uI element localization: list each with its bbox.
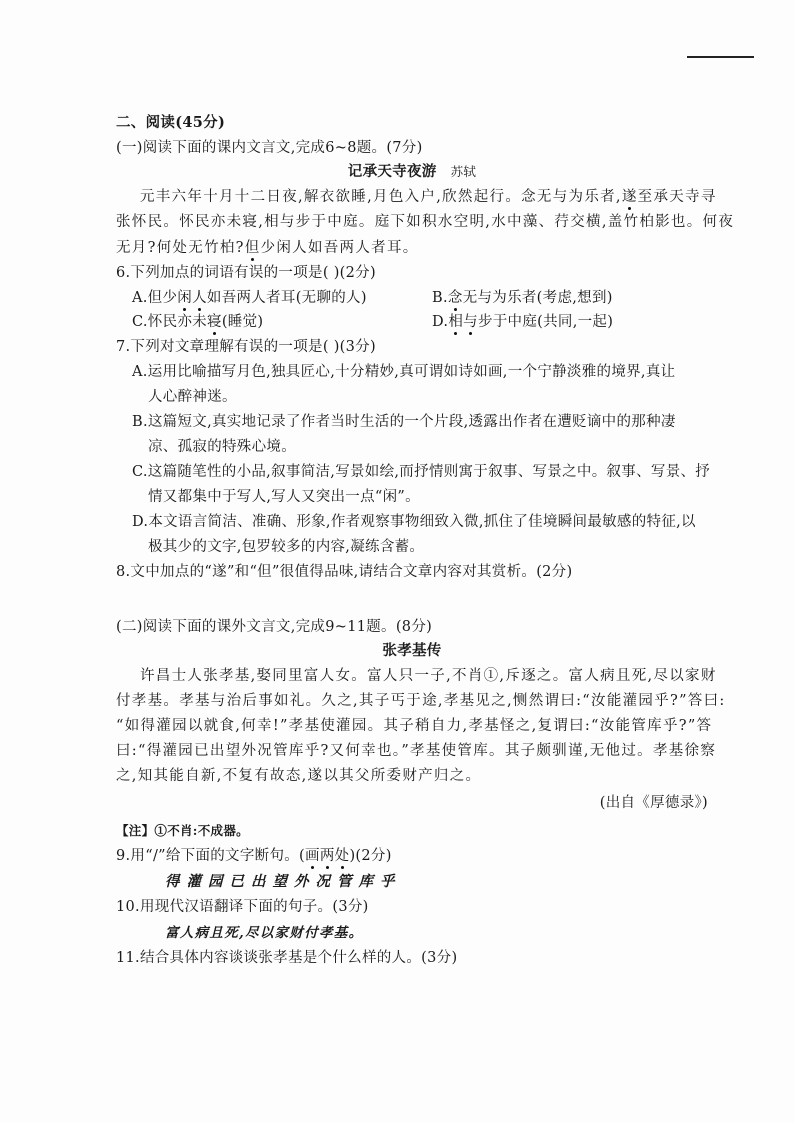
q7-option-b-line-2: 凉、孤寂的特殊心境。: [148, 439, 296, 455]
q6-options-row-1: [132, 288, 692, 308]
text: A.但少: [132, 290, 178, 306]
q11-stem: 11.结合具体内容谈谈张孝基是个什么样的人。(3分): [116, 950, 458, 966]
section-heading: 二、阅读(45分): [116, 114, 226, 131]
text: 少闲人如吾两人者耳。: [260, 240, 419, 256]
q6-stem: 6.下列加点的词语有误的一项是( )(2分): [116, 265, 376, 281]
text: B.: [432, 290, 448, 306]
passage1-line-2: 张怀民。怀民亦未寝,相与步于中庭。庭下如积水空明,水中藻、荇交横,盖竹柏影也。何夜: [116, 214, 735, 230]
passage2-title: 张孝基传: [382, 642, 442, 659]
text: 步于中庭(共同,一起): [477, 314, 614, 330]
q6-option-a: [132, 290, 367, 306]
q6-option-c: [132, 314, 263, 330]
q7-stem: 7.下列对文章理解有误的一项是( )(3分): [116, 339, 376, 355]
passage2-line-3: “如得灌园以就食,何幸!”孝基使灌园。其子稍自力,孝基怪之,复谓曰:“汝能管库乎?”答: [116, 718, 713, 734]
emphasized-char: 闲: [177, 290, 193, 306]
passage1-line-3: [116, 238, 708, 258]
passage1-title: [116, 162, 708, 182]
text: 如吾两人者耳(无聊的人): [206, 290, 367, 306]
emphasized-char: 遂: [621, 189, 638, 205]
passage1-line-1: [140, 187, 732, 207]
q9-stem: [116, 846, 708, 866]
q6-options-row-2: [132, 312, 692, 332]
part2-intro: (二)阅读下面的课外文言文,完成9~11题。(8分): [116, 619, 433, 635]
text: C.怀民亦未: [132, 314, 207, 330]
q7-option-a-line-2: 人心醉神迷。: [148, 389, 237, 405]
text: 至承天寺寻: [637, 189, 717, 205]
title-text: 记承天寺夜游: [347, 163, 437, 180]
text: 无与为乐者(考虑,想到): [462, 290, 613, 306]
text: 无月?何处无竹柏?: [116, 240, 245, 256]
text: 9.用“/”给下面的文字断句。(: [116, 848, 306, 864]
emphasized-char: 与: [463, 314, 478, 330]
passage2-line-4: 曰:“得灌园已出望外况管库乎?又何幸也。”孝基使管库。其子颇驯谨,无他过。孝基徐察: [116, 743, 717, 759]
q9-text: 得灌园已出望外况管库乎: [165, 873, 402, 890]
emphasized-char: 但: [244, 240, 261, 256]
emphasized-char: 处: [334, 848, 350, 864]
emphasized-char: 念: [447, 290, 463, 306]
part1-intro: (一)阅读下面的课内文言文,完成6~8题。(7分): [116, 140, 423, 156]
header-rule: [687, 56, 754, 58]
emphasized-char: 画: [305, 848, 320, 864]
emphasized-char: 人: [192, 290, 207, 306]
q7-option-c-line-1: C.这篇随笔性的小品,叙事简洁,写景如绘,而抒情则寓于叙事、写景之中。叙事、写景、抒: [132, 464, 711, 480]
footnote: 【注】①不肖:不成器。: [116, 823, 249, 838]
text: 元丰六年十月十二日夜,解衣欲睡,月色入户,欣然起行。念无与为乐者,: [140, 189, 622, 205]
q10-stem: 10.用现代汉语翻译下面的句子。(3分): [116, 899, 369, 915]
emphasized-char: 相: [448, 314, 464, 330]
passage2-line-2: 付孝基。孝基与治后事如礼。久之,其子丐于途,孝基见之,恻然谓曰:“汝能灌园乎?”答曰:: [116, 693, 726, 709]
passage2-source: (出自《厚德录》): [599, 795, 708, 811]
q10-text: 富人病且死,尽以家财付孝基。: [165, 925, 364, 941]
text: )(2分): [349, 848, 392, 864]
emphasized-char: 两: [319, 848, 335, 864]
text: D.: [432, 314, 449, 330]
q7-option-c-line-2: 情又都集中于写人,写人又突出一点“闲”。: [148, 489, 420, 505]
text: (睡觉): [221, 314, 264, 330]
q7-option-d-line-2: 极其少的文字,包罗较多的内容,凝练含蓄。: [148, 539, 425, 555]
q7-option-a-line-1: A.运用比喻描写月色,独具匠心,十分精妙,真可谓如诗如画,一个宁静淡雅的境界,真让: [132, 364, 676, 380]
q7-option-d-line-1: D.本文语言简洁、准确、形象,作者观察事物细致入微,抓住了佳境瞬间最敏感的特征,以: [132, 514, 696, 530]
q8-stem: 8.文中加点的“遂”和“但”很值得品味,请结合文章内容对其赏析。(2分): [116, 564, 573, 580]
passage2-line-5: 之,知其能自新,不复有故态,遂以其父所委财产归之。: [116, 768, 482, 784]
author: 苏轼: [450, 164, 477, 179]
emphasized-char: 寝: [207, 314, 222, 330]
q7-option-b-line-1: B.这篇短文,真实地记录了作者当时生活的一个片段,透露出作者在遭贬谪中的那种凄: [132, 414, 676, 430]
passage2-line-1: 许昌士人张孝基,娶同里富人女。富人只一子,不肖①,斥逐之。富人病且死,尽以家财: [140, 668, 717, 684]
q6-option-d: [432, 312, 613, 332]
q6-option-b: [432, 288, 613, 308]
